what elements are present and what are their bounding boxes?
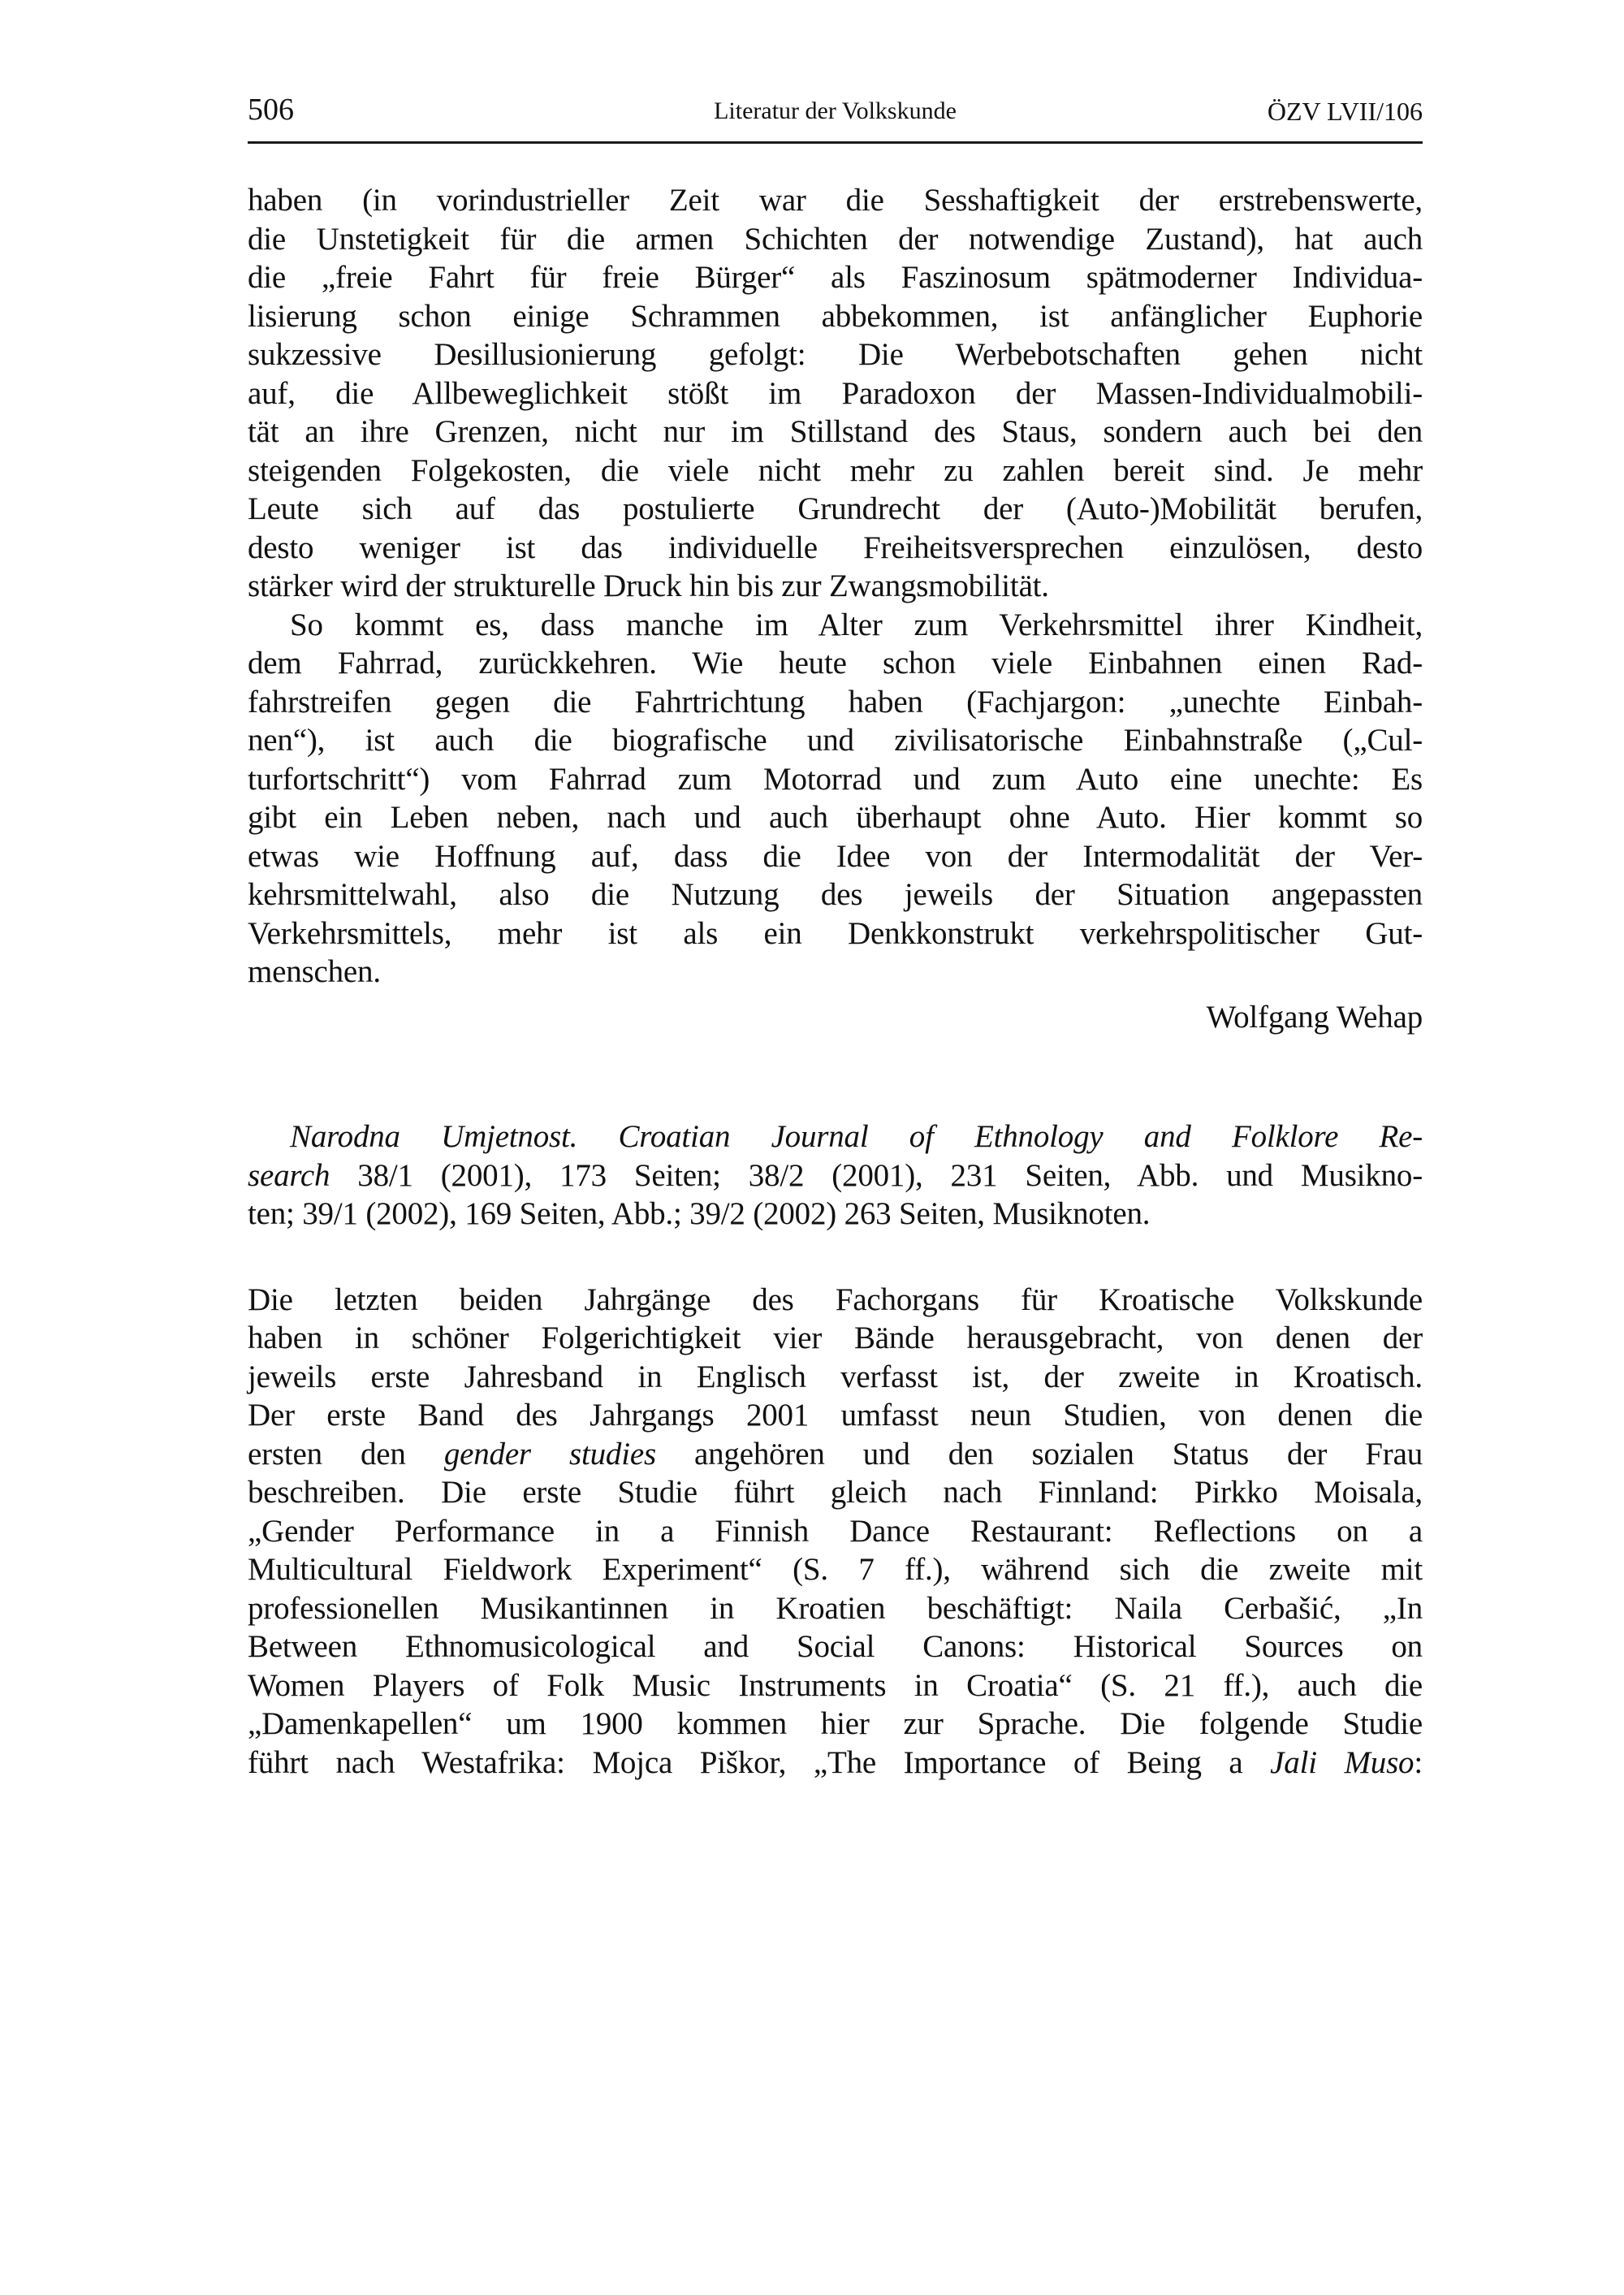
- text-line: sukzessive Desillusionierung gefolgt: Die Werbebotschaften gehen nicht: [248, 337, 1423, 372]
- text-line: gibt ein Leben neben, nach und auch überhaupt ohne Auto. Hier kommt so: [248, 800, 1423, 835]
- text-line: dem Fahrrad, zurückkehren. Wie heute schon viele Einbahnen einen Rad-: [248, 646, 1423, 681]
- italic-term: gender studies: [443, 1436, 656, 1472]
- page-number: 506: [248, 93, 294, 127]
- review-narodna-umjetnost: [248, 1117, 1423, 1782]
- text-line: haben in schöner Folgerichtigkeit vier Bände herausgebracht, von denen der: [248, 1320, 1423, 1355]
- text-line: jeweils erste Jahresband in Englisch verfasst ist, der zweite in Kroatisch.: [248, 1359, 1423, 1394]
- text-line: etwas wie Hoffnung auf, dass die Idee von der Intermodalität der Ver-: [248, 838, 1423, 874]
- header-rule: [248, 141, 1423, 144]
- text-line: professionellen Musikantinnen in Kroatien beschäftigt: Naila Cerbašić, „In: [248, 1590, 1423, 1626]
- text-line: tät an ihre Grenzen, nicht nur im Stillstand des Staus, sondern auch bei den: [248, 414, 1423, 449]
- text-line: führt nach Westafrika: Mojca Piškor, „The Importance of Being a Jali Muso:: [248, 1744, 1423, 1780]
- bibliographic-citation: [248, 1117, 1423, 1234]
- text-line: desto weniger ist das individuelle Freiheitsversprechen einzulösen, desto: [248, 529, 1423, 565]
- text-line: Between Ethnomusicological and Social Canons: Historical Sources on: [248, 1629, 1423, 1664]
- text-line: turfortschritt“) vom Fahrrad zum Motorrad und zum Auto eine unechte: Es: [248, 761, 1423, 797]
- text-line: Verkehrsmittels, mehr ist als ein Denkkonstrukt verkehrspolitischer Gut-: [248, 915, 1423, 951]
- text-line: „Gender Performance in a Finnish Dance Restaurant: Reflections on a: [248, 1513, 1423, 1549]
- running-head: [248, 88, 1423, 132]
- text-line: die Unstetigkeit für die armen Schichten der notwendige Zustand), hat auch: [248, 221, 1423, 257]
- italic-term: Jali Muso: [1270, 1744, 1415, 1780]
- text-line: auf, die Allbeweglichkeit stößt im Paradoxon der Massen-Individualmobili-: [248, 375, 1423, 411]
- text-line: So kommt es, dass manche im Alter zum Verkehrsmittel ihrer Kindheit,: [290, 607, 1423, 642]
- citation-line: ten; 39/1 (2002), 169 Seiten, Abb.; 39/2 (2002) 263 Seiten, Musiknoten.: [248, 1196, 1151, 1231]
- section-title: Literatur der Volkskunde: [714, 97, 957, 124]
- citation-details: 38/1 (2001), 173 Seiten; 38/2 (2001), 231 Seiten, Abb. und Musikno-: [330, 1157, 1423, 1193]
- text-line: Leute sich auf das postulierte Grundrecht der (Auto-)Mobilität berufen,: [248, 491, 1423, 526]
- text-line: ersten den gender studies angehören und den sozialen Status der Frau: [248, 1436, 1423, 1472]
- text-line: haben (in vorindustrieller Zeit war die Sesshaftigkeit der erstrebenswerte,: [248, 183, 1423, 218]
- text-line: nen“), ist auch die biografische und zivilisatorische Einbahnstraße („Cul-: [248, 723, 1423, 758]
- text-line: beschreiben. Die erste Studie führt gleich nach Finnland: Pirkko Moisala,: [248, 1475, 1423, 1510]
- text-line: stärker wird der strukturelle Druck hin bis zur Zwangsmobilität.: [248, 568, 1049, 603]
- text-line: Die letzten beiden Jahrgänge des Fachorgans für Kroatische Volkskunde: [248, 1281, 1423, 1317]
- journal-reference: ÖZV LVII/106: [1267, 97, 1423, 126]
- citation-title-end: search: [248, 1157, 330, 1193]
- text-line: lisierung schon einige Schrammen abbekommen, ist anfänglicher Euphorie: [248, 298, 1423, 334]
- text-line: menschen.: [248, 954, 381, 989]
- text-line: kehrsmittelwahl, also die Nutzung des jeweils der Situation angepassten: [248, 877, 1423, 912]
- text-line: die „freie Fahrt für freie Bürger“ als Faszinosum spätmoderner Individua-: [248, 260, 1423, 295]
- book-page: [248, 88, 1423, 1782]
- paragraph-1: [248, 181, 1423, 606]
- text-line: steigenden Folgekosten, die viele nicht mehr zu zahlen bereit sind. Je mehr: [248, 452, 1423, 488]
- author-signature: Wolfgang Wehap: [1206, 999, 1423, 1035]
- text-line: Der erste Band des Jahrgangs 2001 umfasst neun Studien, von denen die: [248, 1398, 1423, 1433]
- text-line: fahrstreifen gegen die Fahrtrichtung haben (Fachjargon: „unechte Einbah-: [248, 684, 1423, 720]
- review-body: [248, 1281, 1423, 1783]
- citation-title: Narodna Umjetnost. Croatian Journal of Ethnology and Folklore Re-: [290, 1119, 1423, 1154]
- text-line: Women Players of Folk Music Instruments in Croatia“ (S. 21 ff.), auch die: [248, 1667, 1423, 1703]
- citation-line: [248, 1156, 1423, 1195]
- review-wehap: [248, 181, 1423, 1036]
- paragraph-2: [248, 606, 1423, 992]
- text-line: „Damenkapellen“ um 1900 kommen hier zur Sprache. Die folgende Studie: [248, 1706, 1423, 1741]
- text-line: Multicultural Fieldwork Experiment“ (S. 7 ff.), während sich die zweite mit: [248, 1552, 1423, 1587]
